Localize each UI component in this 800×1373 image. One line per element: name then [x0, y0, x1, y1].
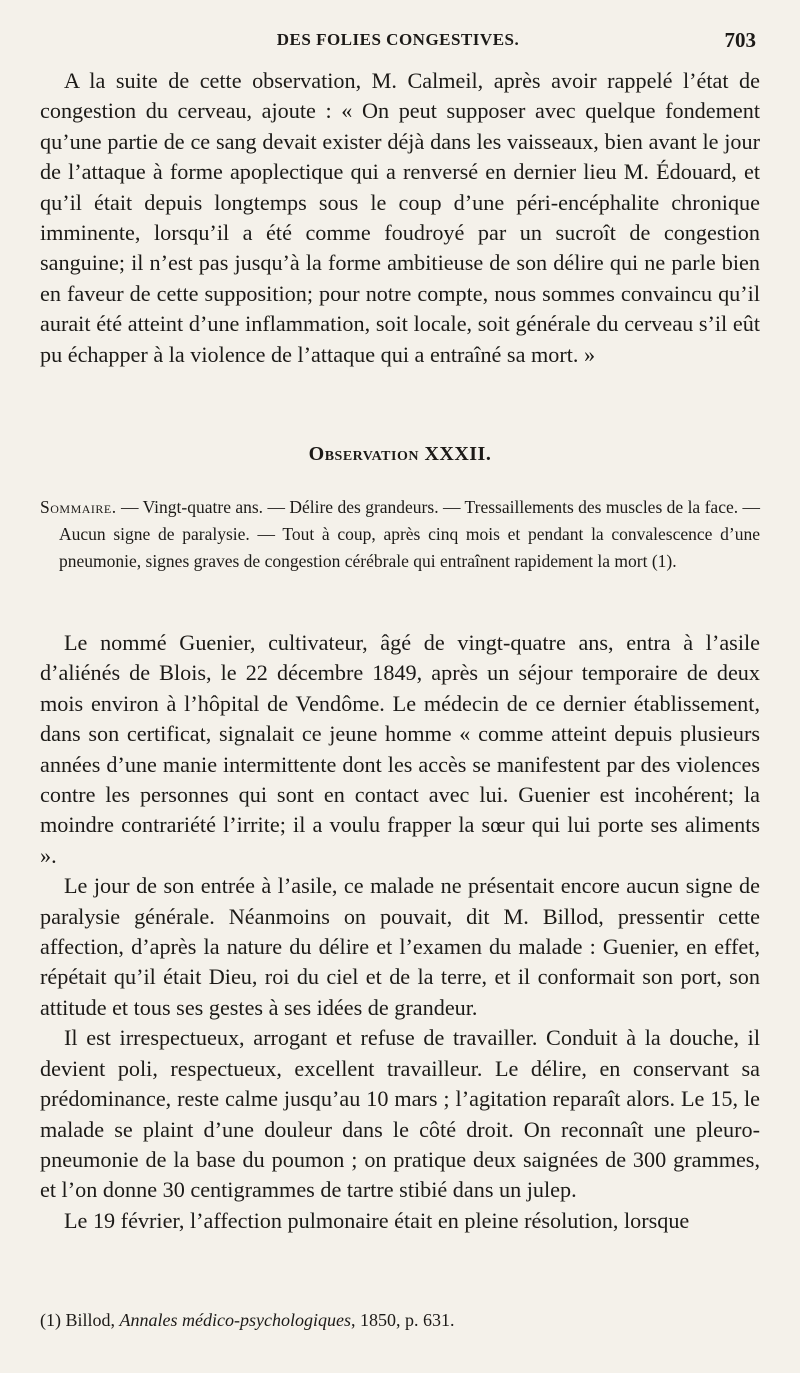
page-number: 703: [724, 28, 756, 52]
footnote-journal: Annales médico-psychologiques: [119, 1310, 351, 1330]
summary-text: — Vingt-quatre ans. — Délire des grandeurs. — Tressaillements des muscles de la face. — Aucun signe de paralysie. — Tout à coup, après cinq mois et pendant la convalescence d’une pneumonie, signes graves de congestion cérébrale qui entraînent rapidement la mort (1).: [59, 497, 760, 571]
page-header: [40, 30, 756, 60]
paragraph: Le jour de son entrée à l’asile, ce malade ne présentait encore aucun signe de paralysie générale. Néanmoins on pouvait, dit M. Billod, pressentir cette affection, d’après la nature du délire et l’examen du malade : Guenier, en effet, répétait qu’il était Dieu, roi du ciel et de la terre, et il conformait son port, son attitude et tous ses gestes à ses idées de grandeur.: [40, 873, 760, 1020]
footnote-rest: , 1850, p. 631.: [350, 1310, 455, 1330]
footnote: [40, 1310, 760, 1331]
paragraph: Le 19 février, l’affection pulmonaire était en pleine résolution, lorsque: [64, 1207, 690, 1233]
observation-title: [40, 443, 760, 466]
summary-label: Sommaire.: [40, 497, 117, 517]
paragraph: Le nommé Guenier, cultivateur, âgé de vingt-quatre ans, entra à l’asile d’aliénés de Blois, le 22 décembre 1849, après un séjour temporaire de deux mois environ à l’hôpital de Vendôme. Le médecin de ce dernier établissement, dans son certificat, signalait ce jeune homme « comme atteint depuis plusieurs années d’une manie intermittente dont les accès se manifestent par des violences contre les personnes qui sont en contact avec lui. Guenier est incohérent; la moindre contrariété l’irrite; il a voulu frapper la sœur qui lui porte ses aliments ».: [40, 630, 760, 868]
text-block-main: [40, 628, 760, 1236]
footnote-marker: (1) Billod,: [40, 1310, 120, 1330]
text-block-top: [40, 66, 760, 370]
summary: [40, 494, 760, 575]
paragraph: A la suite de cette observation, M. Calmeil, après avoir rappelé l’état de congestion du cerveau, ajoute : « On peut supposer avec quelque fondement qu’une partie de ce sang devait exister déjà dans les vaisseaux, bien avant le jour de l’attaque à forme apoplectique qui a renversé en dernier lieu M. Édouard, et qu’il était depuis longtemps sous le coup d’une péri-encéphalite chronique imminente, lorsqu’il a été comme foudroyé par un sucroît de congestion sanguine; il n’est pas jusqu’à la forme ambitieuse de son délire qui ne parle bien en faveur de cette supposition; pour notre compte, nous sommes convaincu qu’il aurait été atteint d’une inflammation, soit locale, soit générale du cerveau s’il eût pu échapper à la violence de l’attaque qui a entraîné sa mort. »: [40, 68, 760, 367]
running-title: DES FOLIES CONGESTIVES.: [276, 30, 520, 49]
paragraph: Il est irrespectueux, arrogant et refuse de travailler. Conduit à la douche, il devient poli, respectueux, excellent travailleur. Le délire, en conservant sa prédominance, reste calme jusqu’au 10 mars ; l’agitation reparaît alors. Le 15, le malade se plaint d’une douleur dans le côté droit. On reconnaît une pleuro-pneumonie de la base du poumon ; on pratique deux saignées de 300 grammes, et l’on donne 30 centigrammes de tartre stibié dans un julep.: [40, 1025, 760, 1203]
observation-title-text: Observation XXXII.: [308, 443, 492, 465]
